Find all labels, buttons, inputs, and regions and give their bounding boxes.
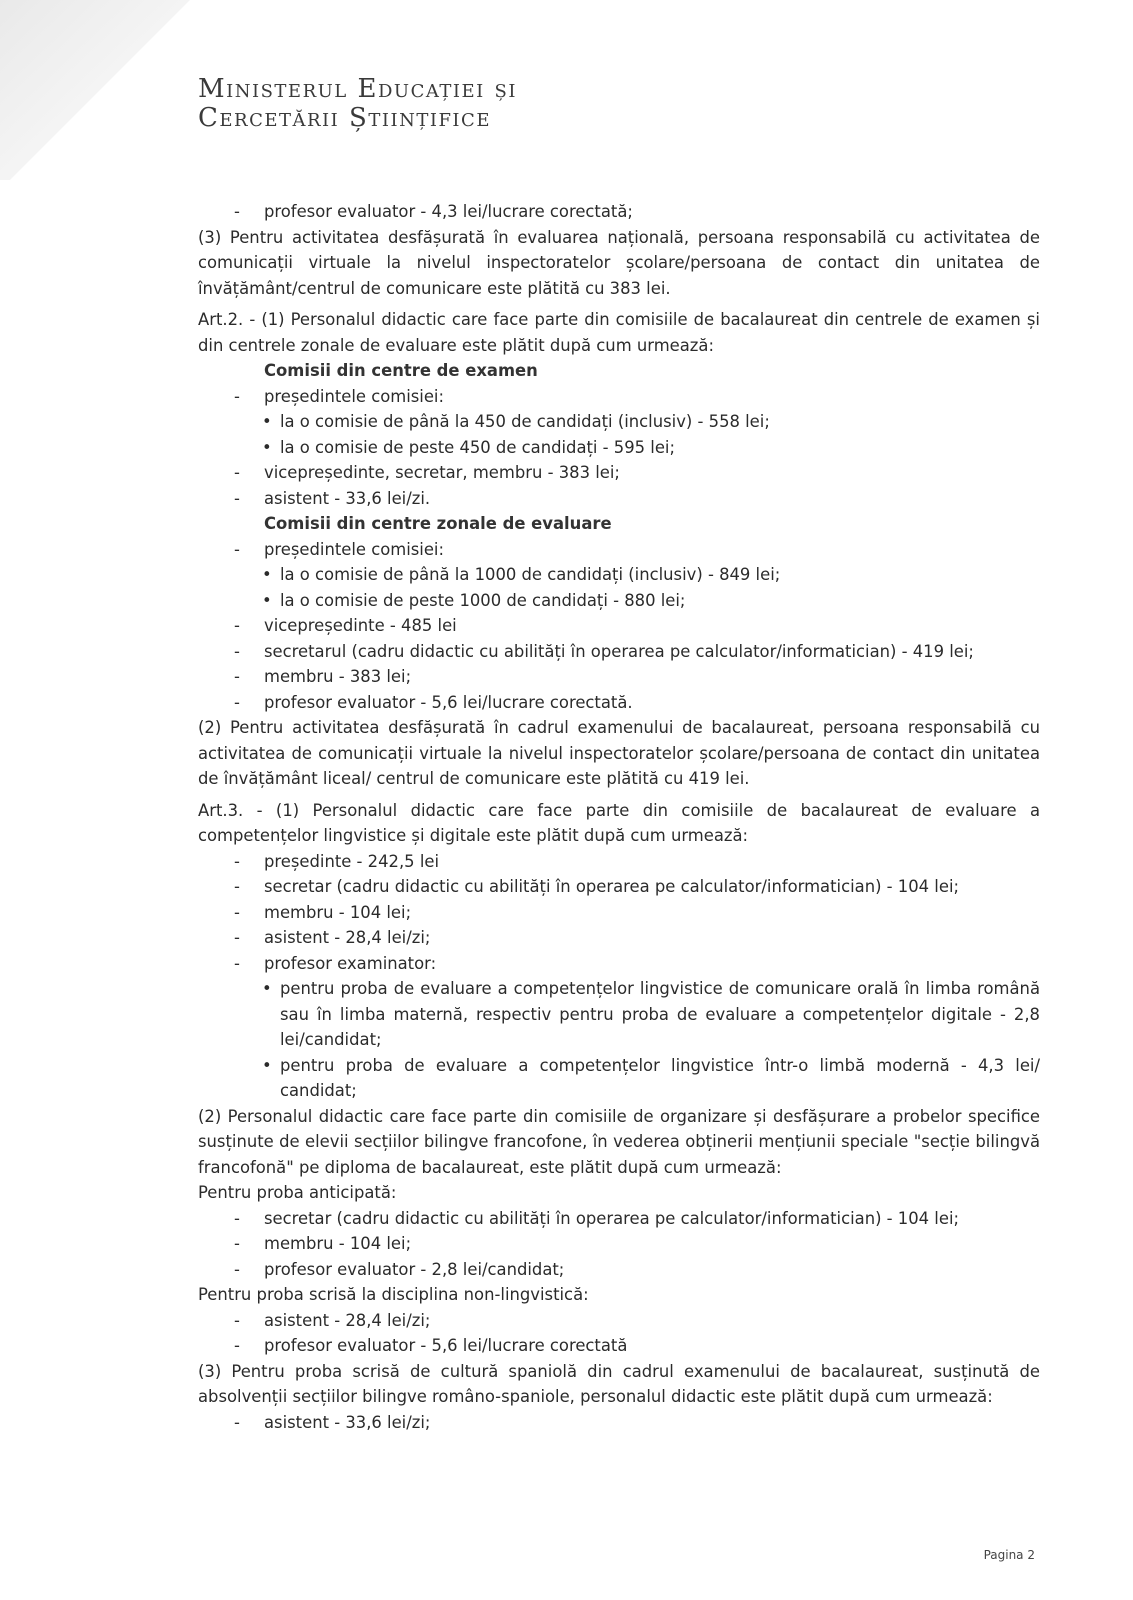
list-item: - secretar (cadru didactic cu abilități în operarea pe calculator/informatician) - 104 lei;: [198, 1206, 1040, 1232]
bullet-item: • la o comisie de peste 450 de candidați - 595 lei;: [198, 435, 1040, 461]
page-number: Pagina 2: [983, 1548, 1035, 1562]
list-item: - președintele comisiei:: [198, 384, 1040, 410]
list-item: - asistent - 33,6 lei/zi;: [198, 1410, 1040, 1436]
bullet-item: • pentru proba de evaluare a competențelor lingvistice într-o limbă modernă - 4,3 lei/ candidat;: [198, 1053, 1040, 1104]
article-3-paragraph-3: (3) Pentru proba scrisă de cultură spaniolă din cadrul examenului de bacalaureat, susținută de absolvenții secțiilor bilingve româno-spaniole, personalul didactic este plătit după cum urmează:: [198, 1361, 1040, 1406]
list-item: - secretar (cadru didactic cu abilități în operarea pe calculator/informatician) - 104 lei;: [198, 874, 1040, 900]
list-item: - membru - 383 lei;: [198, 664, 1040, 690]
list-item: - președintele comisiei:: [198, 537, 1040, 563]
ministry-header: [198, 75, 517, 133]
subheading-exam-centers: Comisii din centre de examen: [264, 361, 538, 380]
list-item: - profesor evaluator - 2,8 lei/candidat;: [198, 1257, 1040, 1283]
list-item: - secretarul (cadru didactic cu abilități în operarea pe calculator/informatician) - 419 lei;: [198, 639, 1040, 665]
document-body: [198, 199, 1040, 1435]
list-item: - vicepreședinte, secretar, membru - 383 lei;: [198, 460, 1040, 486]
scan-corner-fold: [0, 0, 200, 200]
list-item: - profesor evaluator - 4,3 lei/lucrare corectată;: [198, 199, 1040, 225]
list-item: - profesor evaluator - 5,6 lei/lucrare corectată: [198, 1333, 1040, 1359]
bullet-item: • la o comisie de până la 450 de candidați (inclusiv) - 558 lei;: [198, 409, 1040, 435]
article-3-paragraph-2: (2) Personalul didactic care face parte din comisiile de organizare și desfășurare a probelor specifice susținute de elevii secțiilor bilingve francofone, în vederea obținerii mențiunii speciale "secție bilingvă francofonă" pe diploma de bacalaureat, este plătit după cum urmează:: [198, 1106, 1040, 1177]
paragraph-3: (3) Pentru activitatea desfășurată în evaluarea națională, persoana responsabilă cu activitatea de comunicații virtuale la nivelul inspectoratelor școlare/persoana de contact din unitatea de învățământ/centrul de comunicare este plătită cu 383 lei.: [198, 227, 1040, 298]
header-line-1: Ministerul Educației și: [198, 74, 517, 104]
bullet-item: • la o comisie de peste 1000 de candidați - 880 lei;: [198, 588, 1040, 614]
list-item: - profesor examinator:: [198, 951, 1040, 977]
list-item: - asistent - 28,4 lei/zi;: [198, 1308, 1040, 1334]
bullet-item: • la o comisie de până la 1000 de candidați (inclusiv) - 849 lei;: [198, 562, 1040, 588]
list-item: - membru - 104 lei;: [198, 900, 1040, 926]
label-anticipated: Pentru proba anticipată:: [198, 1183, 397, 1202]
list-item: - vicepreședinte - 485 lei: [198, 613, 1040, 639]
list-item: - președinte - 242,5 lei: [198, 849, 1040, 875]
list-item: - asistent - 28,4 lei/zi;: [198, 925, 1040, 951]
list-item: - profesor evaluator - 5,6 lei/lucrare corectată.: [198, 690, 1040, 716]
article-2-intro: Art.2. - (1) Personalul didactic care face parte din comisiile de bacalaureat din centrele de examen și din centrele zonale de evaluare este plătit după cum urmează:: [198, 310, 1040, 355]
list-item: - membru - 104 lei;: [198, 1231, 1040, 1257]
article-2-paragraph-2: (2) Pentru activitatea desfășurată în cadrul examenului de bacalaureat, persoana responsabilă cu activitatea de comunicații virtuale la nivelul inspectoratelor școlare/persoana de contact din unitatea de învățământ liceal/ centrul de comunicare este plătită cu 419 lei.: [198, 718, 1040, 788]
list-item: - asistent - 33,6 lei/zi.: [198, 486, 1040, 512]
bullet-item: • pentru proba de evaluare a competențelor lingvistice de comunicare orală în limba română sau în limba maternă, respectiv pentru proba de evaluare a competențelor digitale - 2,8 lei/candidat;: [198, 976, 1040, 1053]
article-3-intro: Art.3. - (1) Personalul didactic care face parte din comisiile de bacalaureat de evaluare a competențelor lingvistice și digitale este plătit după cum urmează:: [198, 800, 1040, 845]
label-non-linguistic: Pentru proba scrisă la disciplina non-lingvistică:: [198, 1285, 589, 1304]
subheading-zonal-centers: Comisii din centre zonale de evaluare: [264, 514, 612, 533]
header-line-2: Cercetării Științifice: [198, 103, 491, 133]
